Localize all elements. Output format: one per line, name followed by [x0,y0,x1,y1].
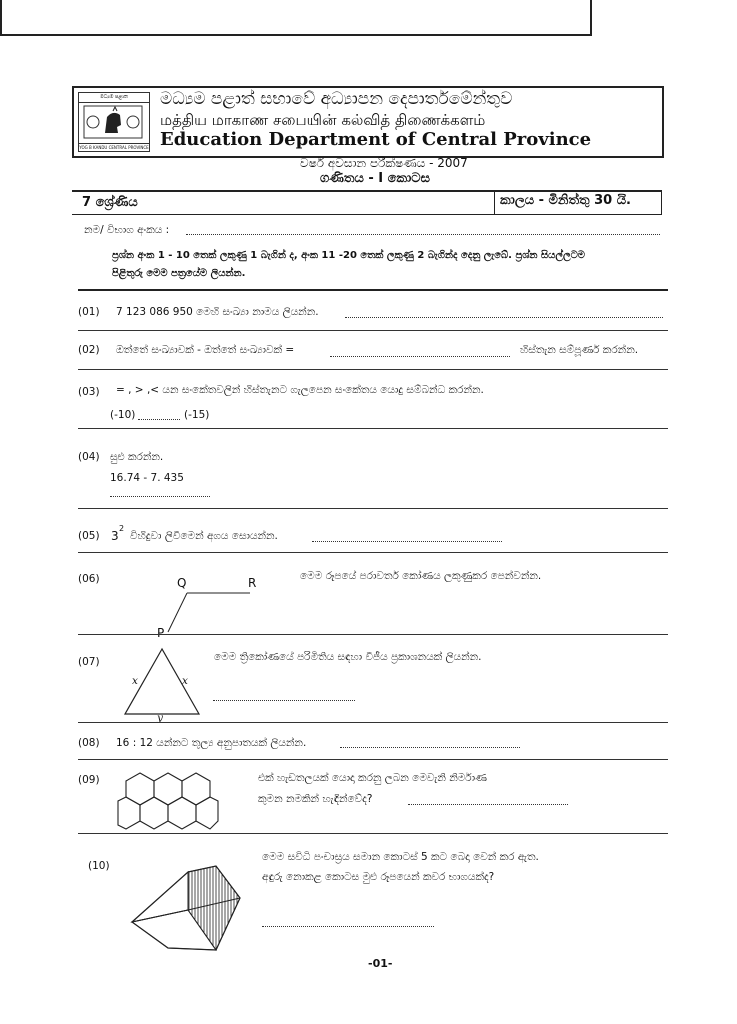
divider [78,833,668,834]
q7-base: y [157,712,163,724]
q3-number: (03) [78,386,100,398]
q7-number: (07) [78,656,100,668]
divider [78,722,668,723]
logo-text-bottom: YOG B KANDU CENTRAL PROVINCE [79,145,149,150]
q7-side-right: x [182,675,188,687]
q5-answer-field[interactable] [312,541,502,542]
name-field[interactable] [186,234,660,235]
q2-number: (02) [78,344,100,356]
divider [78,759,668,760]
dept-name-english: Education Department of Central Province [160,129,592,150]
q2-tail: හිස්තැන සම්පූර්ණ කරන්න. [520,344,639,356]
time-label: කාලය - මිනිත්තු 30 යි. [500,193,631,208]
q6-label-q: Q [177,576,187,590]
q10-pentagon-diagram [128,858,248,954]
q3-answer-field[interactable] [138,419,180,420]
exam-subject: ගණිතය - I කොටස [320,171,430,186]
q9-answer-field[interactable] [408,804,568,805]
logo-text-top: මධ්‍යම පළාත [79,93,149,103]
q6-angle-diagram [150,590,260,640]
q2-text: ඔත්තේ සංඛ්‍යාවක් - ඔත්තේ සංඛ්‍යාවක් = [116,344,295,356]
q4-expression: 16.74 - 7. 435 [110,472,184,484]
exam-title: වර්ෂ අවසාන පරීක්ෂණය - 2007 [300,156,468,170]
q9-text-line2: කුමන නමකින් හැඳින්වේද? [258,793,373,805]
q5-text: විහිදුවා ලිවීමෙන් අගය සොයන්න. [130,530,278,542]
q3-left-value: (-10) [110,409,136,421]
q9-hexagon-tessellation [112,768,224,840]
q4-answer-field[interactable] [110,496,210,497]
q3-text: = , > ,< යන සංකේතවලින් හිස්තැනට ගැලපෙන සංකේතය යොදු සම්බන්ධ කරන්න. [116,384,484,396]
q8-number: (08) [78,737,100,749]
divider [78,508,668,509]
q1-answer-field[interactable] [345,317,663,318]
q6-label-r: R [248,576,257,590]
q2-answer-field[interactable] [330,356,510,357]
q4-number: (04) [78,451,100,463]
q6-label-p: P [157,626,165,640]
q5-base: 3 [111,529,119,543]
q9-number: (09) [78,774,100,786]
q1-number: (01) [78,306,100,318]
exam-title-box [0,0,592,36]
q4-text: සුළු කරන්න. [110,451,164,463]
q10-text-line2: අඳුරු නොකළ කොටස මුළු රූපයෙන් කවර භාගයක්ද? [262,871,495,883]
q1-text: 7 123 086 950 මෙහි සංඛ්‍යා නාමය ලියන්න. [116,306,319,318]
divider [78,428,668,429]
name-label: නම/ විභාග අංකය : [84,224,170,236]
q9-text-line1: එක් හැඩතලයක් යොදා කරනු ලබන මෙවැනි නිර්මාණ [258,772,487,784]
divider [78,330,668,331]
q3-right-value: (-15) [184,409,210,421]
q10-text-line1: මෙම සවිධි පංචාස්‍රය සමාන කොටස් 5 කට බෙදා වෙන් කර ඇත. [262,851,539,863]
divider [78,289,668,291]
q7-answer-field[interactable] [213,700,355,701]
page-number: -01- [368,957,393,970]
q5-number: (05) [78,530,100,542]
q6-number: (06) [78,573,100,585]
q6-text: මෙම රූපයේ පරාවර්ත කෝණය ලකුණුකර පෙන්වන්න. [300,570,542,582]
q8-text: 16 : 12 යන්නට තුල්‍ය අනුපාතයක් ලියන්න. [116,737,307,749]
row-divider [72,214,662,215]
instructions-line1: ප්‍රශ්න අංක 1 - 10 තෙක් ලකුණු 1 බැගින් ද, අංක 11 -20 තෙක් ලකුණු 2 බැගින්ද දෙනු ලැබේ. ප්‍රශ්න සියල්ලටම [112,250,585,261]
grade-label: 7 ශ්‍රේණිය [82,195,138,210]
divider [78,552,668,553]
divider [78,369,668,370]
instructions-line2: පිළිතුරු මෙම පත්‍රයේම ලියන්න. [112,268,246,279]
divider [78,634,668,635]
q10-number: (10) [88,860,110,872]
q7-side-left: x [132,675,138,687]
dept-name-sinhala: මධ්‍යම පළාත් සභාවේ අධ්‍යාපන දෙපාර්තමේන්තුව [160,89,513,109]
q5-exponent: 2 [119,524,125,533]
dept-name-tamil: மத்திய மாகாண சபையின் கல்வித் திணைக்களம் [160,111,486,129]
q10-answer-field[interactable] [262,926,434,927]
lion-emblem-icon [83,105,143,139]
q8-answer-field[interactable] [340,747,520,748]
q7-text: මෙම ත්‍රිකෝණයේ පරිමිතිය සඳහා වීජීය ප්‍රකාශනයක් ලියන්න. [214,651,482,663]
province-logo [78,92,150,152]
